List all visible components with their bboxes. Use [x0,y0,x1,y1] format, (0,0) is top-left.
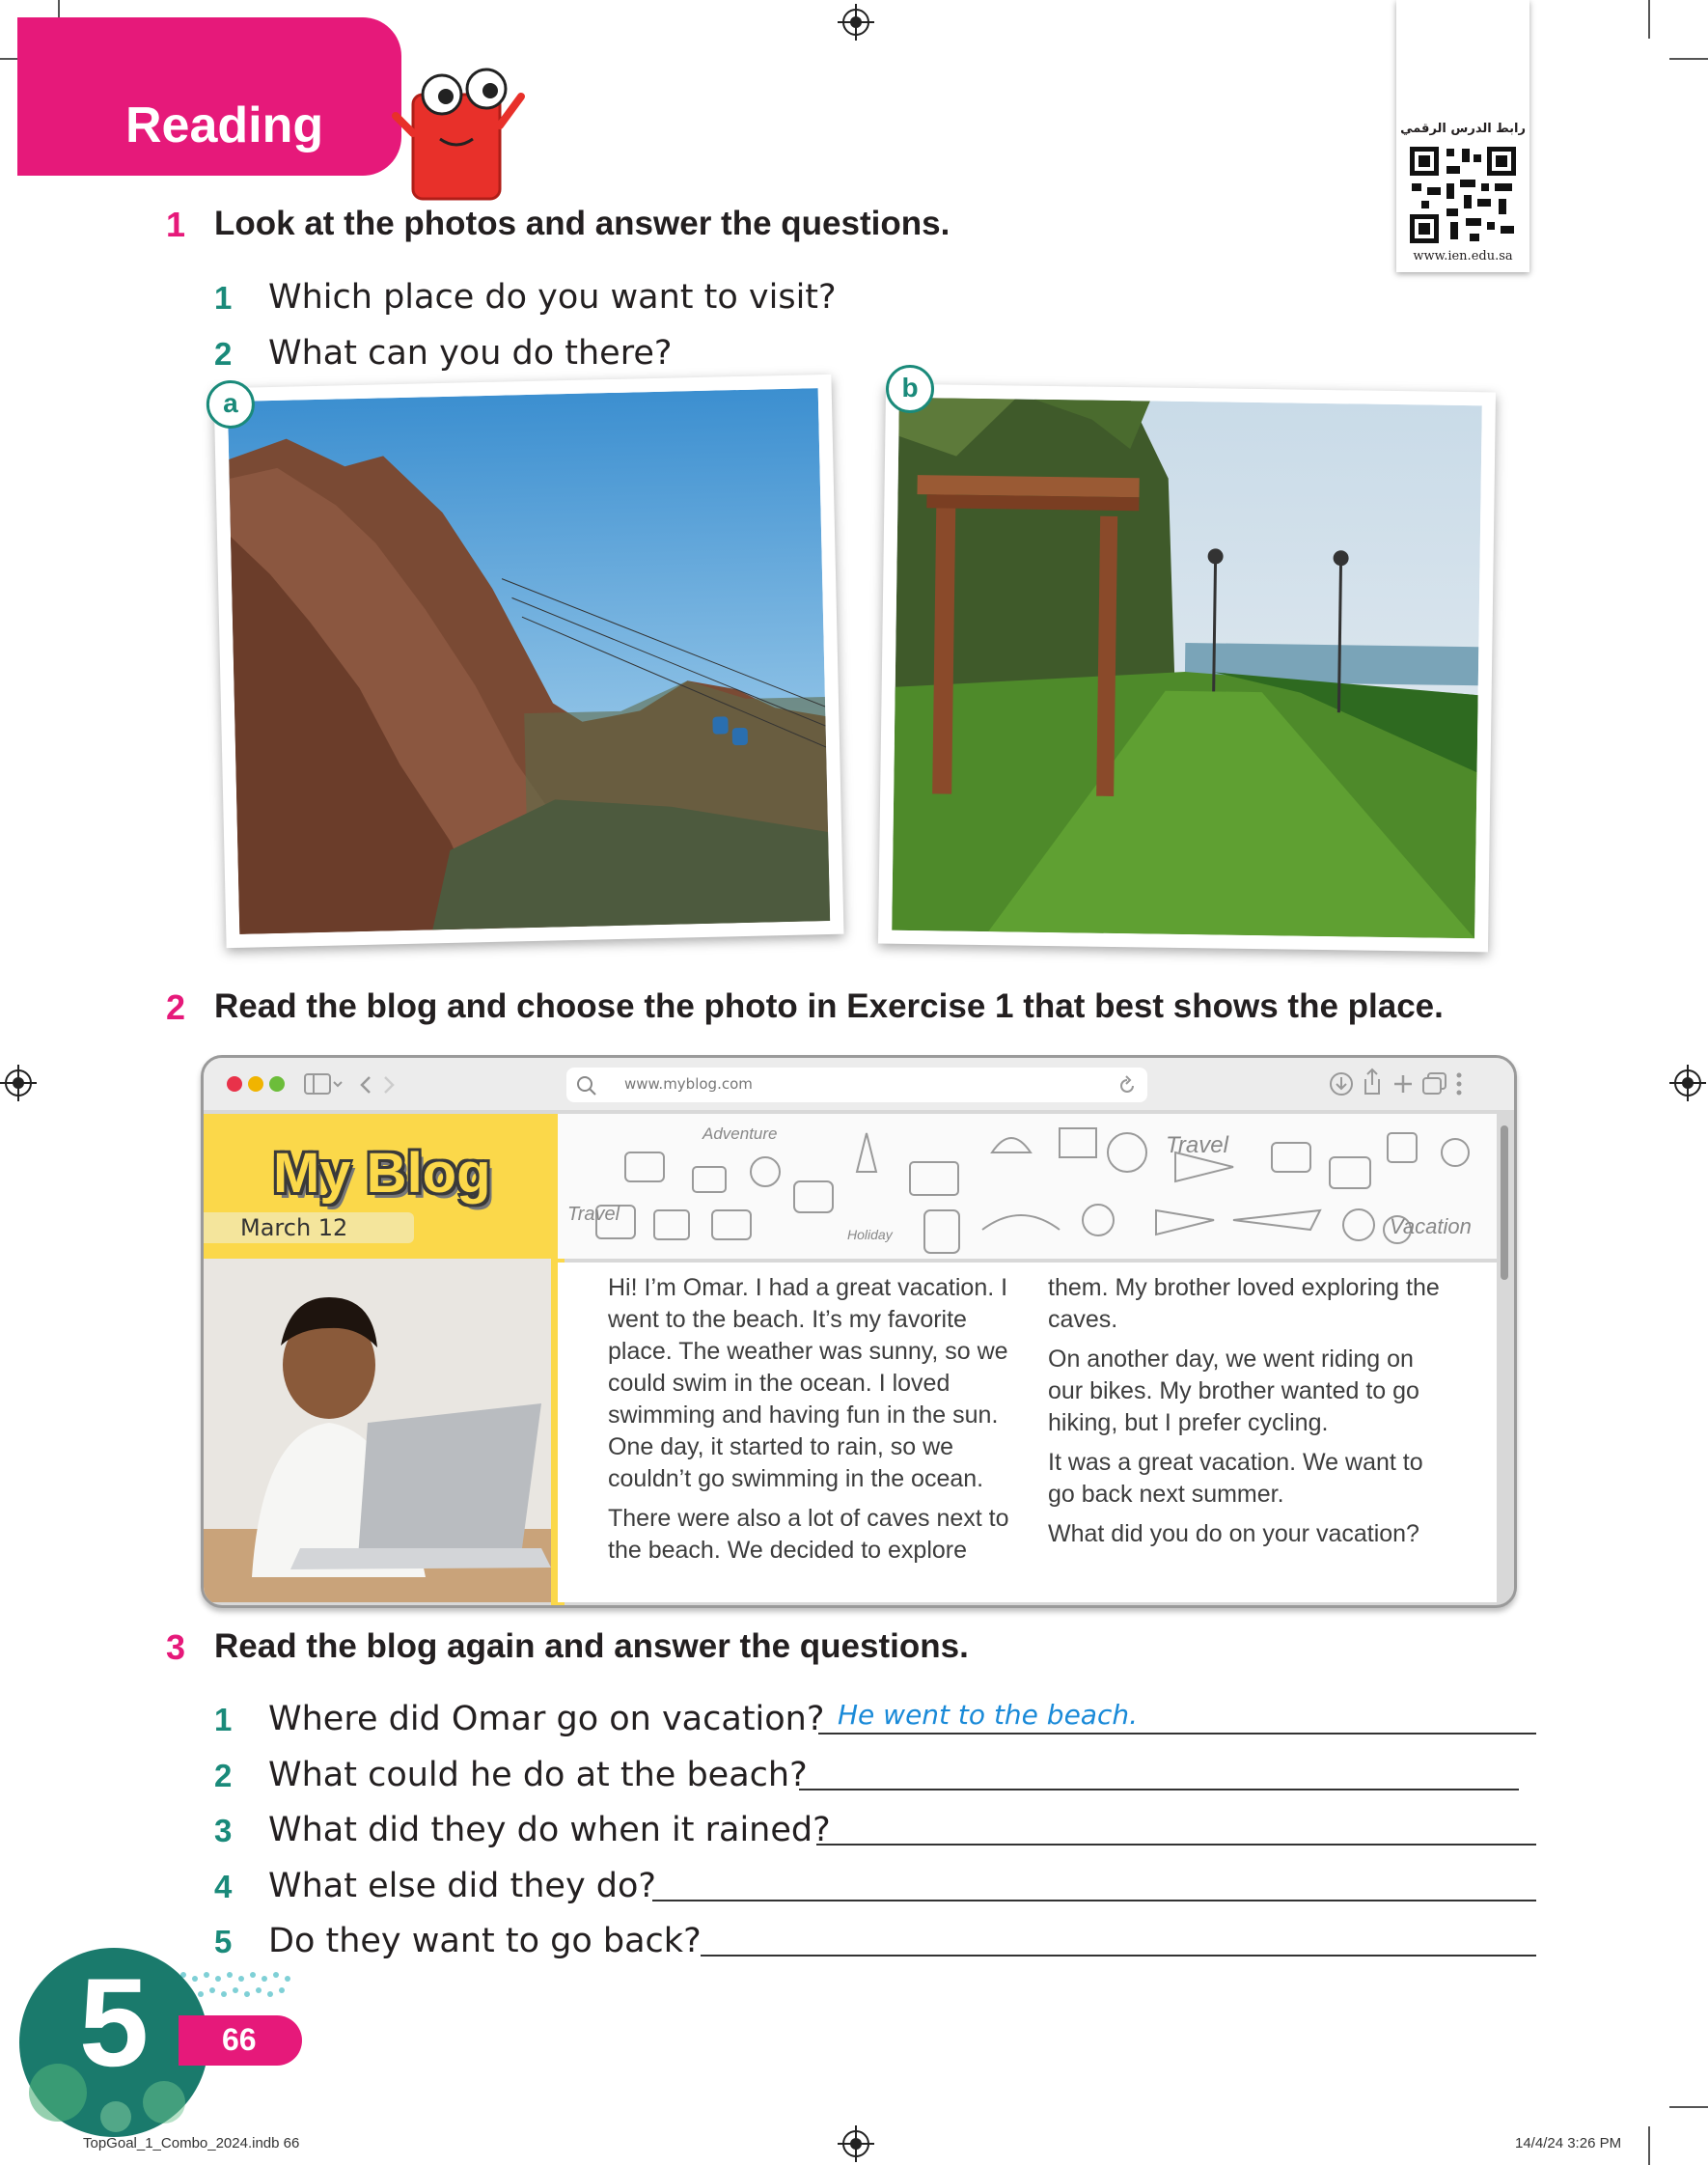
new-tab-icon[interactable] [1392,1073,1414,1095]
question-text: Which place do you want to visit? [268,278,837,317]
question-number: 3 [214,1813,233,1848]
print-timestamp: 14/4/24 3:26 PM [1515,2135,1622,2151]
download-icon[interactable] [1329,1071,1354,1096]
question-number: 2 [214,336,233,372]
crop-mark [1648,2126,1650,2165]
more-menu-icon[interactable] [1454,1071,1464,1098]
exercise-number: 2 [166,987,186,1027]
answer-line[interactable] [816,1844,1536,1846]
url-bar[interactable] [566,1068,1147,1102]
seaside-garden-photo [892,398,1482,938]
blog-paragraph: It was a great vacation. We want to go back next summer. [1048,1449,1423,1508]
blog-column-2 [1048,1272,1453,1558]
file-info: TopGoal_1_Combo_2024.indb 66 [83,2135,300,2151]
registration-mark-icon [838,2125,874,2162]
url-text: www.myblog.com [624,1075,753,1093]
blog-paragraph: them. My brother loved exploring the caves. [1048,1274,1440,1333]
svg-text:Travel: Travel [1166,1132,1228,1158]
qr-card[interactable] [1396,0,1529,272]
qr-code-icon[interactable] [1408,145,1518,245]
registration-mark-icon [838,4,874,41]
unit-number: 5 [78,1952,150,2093]
window-close-icon[interactable] [227,1076,242,1092]
question-text: Where did Omar go on vacation? [268,1700,825,1738]
qr-title: رابط الدرس الرقمي [1400,122,1526,136]
qr-url[interactable]: www.ien.edu.sa [1413,249,1513,264]
question-text: What else did they do? [268,1867,657,1905]
registration-mark-icon [0,1065,37,1101]
blog-paragraph: Hi! I’m Omar. I had a great vacation. I went to the beach. It’s my favorite place. The weather was sunny, so we could swim in the ocean. I loved swimming and having fun in the sun. One day, it started to rain, so we couldn’t go swimming in the ocean. [608,1274,1008,1492]
blog-paragraph: On another day, we went riding on our bikes. My brother wanted to go hiking, but I prefer cycling. [1048,1346,1419,1436]
blog-paragraph: What did you do on your vacation? [1048,1520,1419,1547]
question-number: 1 [214,1702,233,1737]
blog-title: My Blog [273,1142,491,1205]
window-minimize-icon[interactable] [248,1076,263,1092]
page-number: 66 [222,2022,257,2057]
photo-b-frame[interactable] [878,372,1496,953]
exercise-title: Read the blog and choose the photo in Exercise 1 that best shows the place. [214,987,1444,1025]
reload-icon[interactable] [1116,1075,1138,1096]
crop-mark [1669,58,1708,60]
blog-body [558,1263,1497,1602]
mountain-cable-car-photo [228,388,830,934]
answer-line[interactable] [818,1733,1536,1735]
sidebar-toggle-icon[interactable] [304,1073,343,1095]
photo-a-frame[interactable] [214,375,844,948]
question-number: 4 [214,1869,233,1904]
crop-mark [1669,2106,1708,2108]
photo-label-b[interactable]: b [886,365,934,413]
photo-label-a[interactable]: a [207,380,255,429]
question-number: 1 [214,280,233,316]
question-text: What did they do when it rained? [268,1811,831,1849]
blog-browser-window [201,1055,1517,1608]
blog-paragraph: There were also a lot of caves next to the beach. We decided to explore [608,1505,1009,1564]
exercise-title: Read the blog again and answer the questions. [214,1627,969,1665]
blog-column-1 [608,1272,1033,1574]
question-text: Do they want to go back? [268,1922,702,1960]
question-number: 2 [214,1758,233,1793]
share-icon[interactable] [1360,1068,1385,1096]
answer-line[interactable] [799,1789,1519,1790]
answer-line[interactable] [701,1955,1536,1957]
registration-mark-icon [1669,1065,1706,1101]
exercise-number: 1 [166,205,186,244]
blog-date: March 12 [204,1212,414,1243]
search-icon [576,1075,597,1096]
doodle-word: Adventure [702,1124,778,1143]
travel-doodle-banner [558,1114,1497,1259]
window-maximize-icon[interactable] [269,1076,285,1092]
scrollbar-thumb[interactable] [1501,1125,1508,1280]
browser-toolbar [204,1058,1514,1110]
svg-text:Travel: Travel [567,1204,620,1225]
answer-line[interactable] [652,1900,1536,1901]
question-text: What can you do there? [268,334,673,373]
travel-doodles-icon [558,1114,1497,1259]
answer-text[interactable]: He went to the beach. [838,1699,1138,1731]
crop-mark [1648,0,1650,39]
exercise-title: Look at the photos and answer the questions. [214,205,950,242]
svg-text:Vacation: Vacation [1390,1214,1472,1238]
boy-laptop-photo [204,1259,551,1602]
exercise-number: 3 [166,1627,186,1667]
back-icon[interactable] [356,1074,375,1096]
svg-text:Holiday: Holiday [847,1227,893,1242]
tabs-overview-icon[interactable] [1421,1071,1448,1096]
forward-icon[interactable] [379,1074,399,1096]
question-number: 5 [214,1924,233,1959]
question-text: What could he do at the beach? [268,1756,808,1794]
book-mascot-icon [386,68,531,203]
section-title: Reading [125,97,324,153]
